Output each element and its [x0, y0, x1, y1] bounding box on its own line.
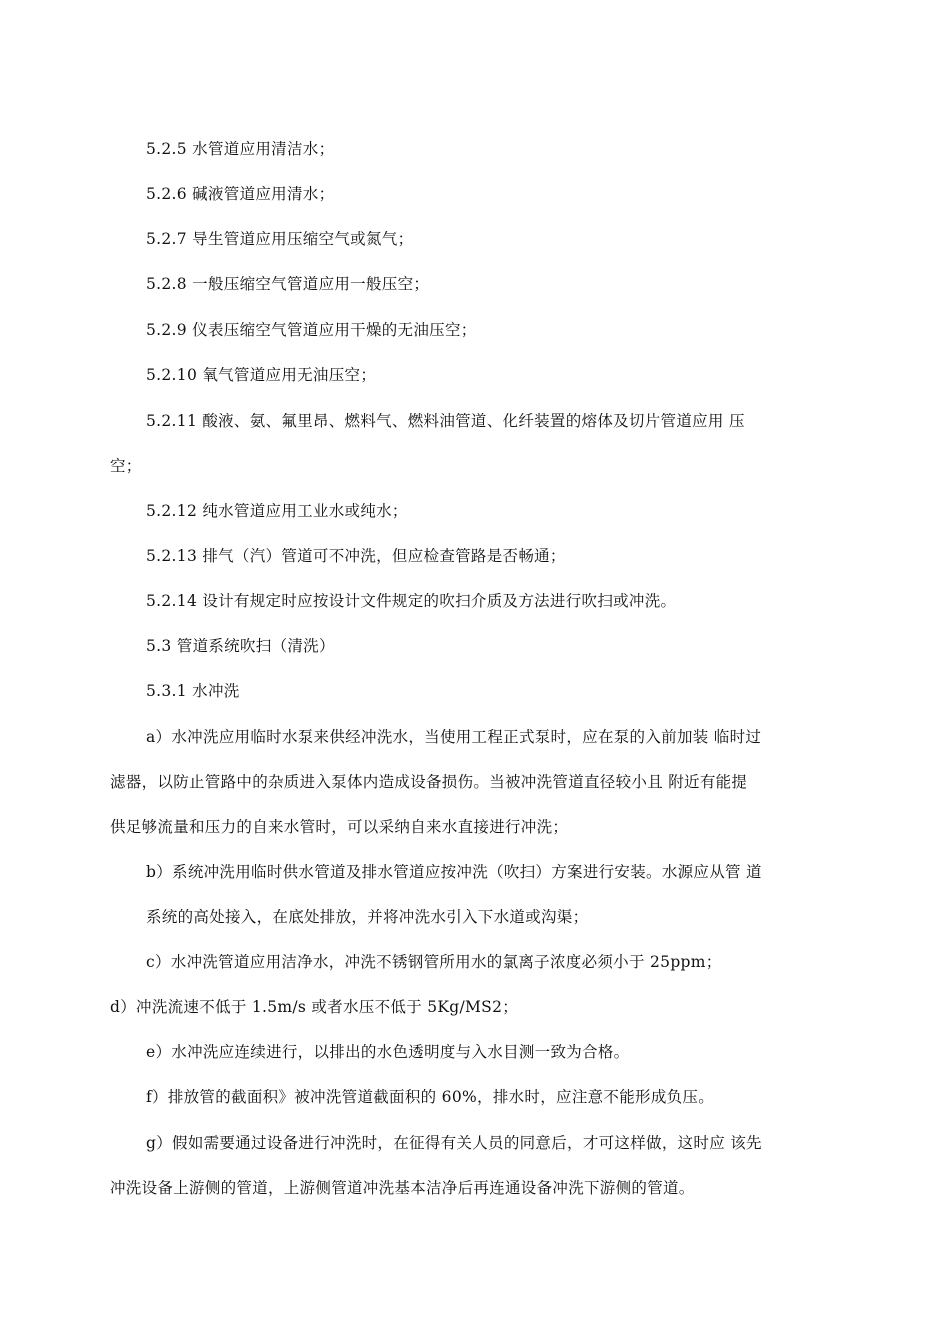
- paragraph-5-2-7: 5.2.7 导生管道应用压缩空气或氮气；: [146, 230, 414, 248]
- item-d: d）冲洗流速不低于 1.5m/s 或者水压不低于 5Kg/MS2；: [110, 998, 519, 1016]
- item-c: c）水冲洗管道应用洁净水，冲洗不锈钢管所用水的氯离子浓度必须小于 25ppm；: [146, 953, 722, 971]
- item-b-continued: 系统的高处接入，在底处排放，并将冲洗水引入下水道或沟渠；: [146, 908, 589, 926]
- paragraph-5-2-8: 5.2.8 一般压缩空气管道应用一般压空；: [146, 275, 430, 293]
- paragraph-5-2-6: 5.2.6 碱液管道应用清水；: [146, 185, 335, 203]
- item-a-continued-2: 供足够流量和压力的自来水管时，可以采纳自来水直接进行冲洗；: [110, 818, 569, 836]
- paragraph-5-2-5: 5.2.5 水管道应用清洁水；: [146, 140, 335, 158]
- paragraph-5-2-12: 5.2.12 纯水管道应用工业水或纯水；: [146, 502, 408, 520]
- paragraph-5-2-13: 5.2.13 排气（汽）管道可不冲洗，但应检查管路是否畅通；: [146, 547, 566, 565]
- item-g: g）假如需要通过设备进行冲洗时，在征得有关人员的同意后，才可这样做，这时应 该先: [146, 1134, 762, 1152]
- item-g-continued: 冲洗设备上游侧的管道，上游侧管道冲洗基本洁净后再连通设备冲洗下游侧的管道。: [110, 1179, 695, 1197]
- paragraph-5-2-11-continued: 空；: [110, 457, 142, 475]
- item-b: b）系统冲洗用临时供水管道及排水管道应按冲洗（吹扫）方案进行安装。水源应从管 道: [146, 863, 762, 881]
- section-heading-5-3: 5.3 管道系统吹扫（清洗）: [146, 637, 335, 655]
- paragraph-5-2-9: 5.2.9 仪表压缩空气管道应用干燥的无油压空；: [146, 321, 477, 339]
- item-f: f）排放管的截面积》被冲洗管道截面积的 60%，排水时，应注意不能形成负压。: [146, 1088, 715, 1106]
- item-a: a）水冲洗应用临时水泵来供经冲洗水，当使用工程正式泵时，应在泵的入前加装 临时过: [146, 728, 762, 746]
- paragraph-5-2-11: 5.2.11 酸液、氨、氟里昂、燃料气、燃料油管道、化纤装置的熔体及切片管道应用 压: [146, 412, 745, 430]
- item-a-continued-1: 滤器，以防止管路中的杂质进入泵体内造成设备损伤。当被冲洗管道直径较小且 附近有能提: [110, 773, 748, 791]
- paragraph-5-2-10: 5.2.10 氧气管道应用无油压空；: [146, 366, 377, 384]
- item-e: e）水冲洗应连续进行，以排出的水色透明度与入水目测一致为合格。: [146, 1043, 630, 1061]
- subsection-heading-5-3-1: 5.3.1 水冲洗: [146, 682, 240, 700]
- paragraph-5-2-14: 5.2.14 设计有规定时应按设计文件规定的吹扫介质及方法进行吹扫或冲洗。: [146, 592, 677, 610]
